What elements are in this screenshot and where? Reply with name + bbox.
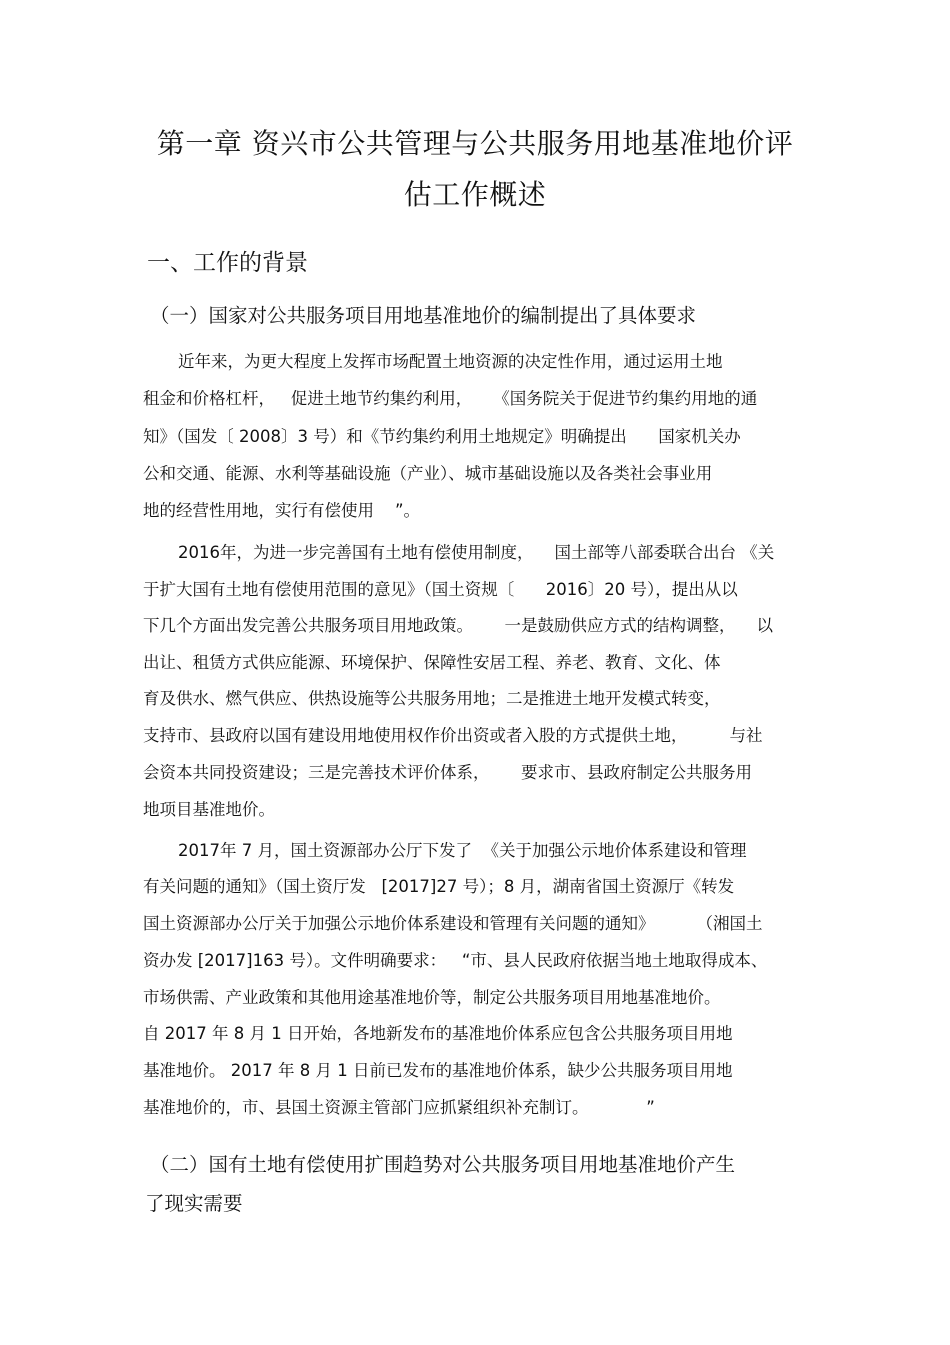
paragraph-line: 国土资源部办公厅关于加强公示地价体系建设和管理有关问题的通知》 （湘国土	[143, 914, 763, 933]
paragraph-line: 于扩大国有土地有偿使用范围的意见》（国土资规〔 2016〕20 号），提出从以	[143, 580, 738, 599]
paragraph-line: 下几个方面出发完善公共服务项目用地政策。 一是鼓励供应方式的结构调整， 以	[143, 616, 773, 635]
subsection-heading-2-line-2: 了现实需要	[145, 1192, 243, 1215]
paragraph-line: 有关问题的通知》（国土资厅发 [2017]27 号）；8 月，湖南省国土资源厅《转发	[143, 877, 735, 896]
paragraph-line: 基准地价的，市、县国土资源主管部门应抓紧组织补充制订。 ”	[143, 1098, 655, 1117]
chapter-title-line-2: 估工作概述	[403, 178, 547, 211]
chapter-title-line-1: 第一章 资兴市公共管理与公共服务用地基准地价评	[156, 127, 794, 160]
paragraph-line: 市场供需、产业政策和其他用途基准地价等，制定公共服务项目用地基准地价。	[143, 988, 721, 1007]
paragraph-line: 公和交通、能源、水利等基础设施（产业）、城市基础设施以及各类社会事业用	[143, 464, 713, 483]
section-heading: 一、工作的背景	[147, 250, 308, 276]
paragraph-line: 地项目基准地价。	[143, 800, 275, 819]
paragraph-line: 基准地价。 2017 年 8 月 1 日前已发布的基准地价体系，缺少公共服务项目用地	[143, 1061, 733, 1080]
paragraph-line: 地的经营性用地，实行有偿使用 ”。	[143, 501, 421, 520]
paragraph-line: 出让、租赁方式供应能源、环境保护、保障性安居工程、养老、教育、文化、体	[143, 653, 721, 672]
paragraph-line: 知》（国发〔 2008〕3 号）和《节约集约利用土地规定》明确提出 国家机关办	[143, 427, 741, 446]
paragraph-line: 租金和价格杠杆， 促进土地节约集约利用， 《国务院关于促进节约集约用地的通	[143, 389, 758, 408]
paragraph-line: 2016年，为进一步完善国有土地有偿使用制度， 国土部等八部委联合出台 《关	[178, 543, 775, 562]
paragraph-line: 会资本共同投资建设；三是完善技术评价体系， 要求市、县政府制定公共服务用	[143, 763, 752, 782]
paragraph-line: 自 2017 年 8 月 1 日开始，各地新发布的基准地价体系应包含公共服务项目用地	[143, 1024, 733, 1043]
subsection-heading-1: （一）国家对公共服务项目用地基准地价的编制提出了具体要求	[150, 304, 697, 327]
subsection-heading-2-line-1: （二）国有土地有偿使用扩围趋势对公共服务项目用地基准地价产生	[150, 1153, 736, 1176]
paragraph-line: 近年来，为更大程度上发挥市场配置土地资源的决定性作用，通过运用土地	[178, 352, 723, 371]
paragraph-line: 育及供水、燃气供应、供热设施等公共服务用地；二是推进土地开发模式转变，	[143, 689, 721, 708]
paragraph-line: 支持市、县政府以国有建设用地使用权作价出资或者入股的方式提供土地， 与社	[143, 726, 763, 745]
paragraph-line: 资办发 [2017]163 号）。文件明确要求： “市、县人民政府依据当地土地取得成本、	[143, 951, 768, 970]
paragraph-line: 2017年 7 月，国土资源部办公厅下发了 《关于加强公示地价体系建设和管理	[178, 841, 747, 860]
